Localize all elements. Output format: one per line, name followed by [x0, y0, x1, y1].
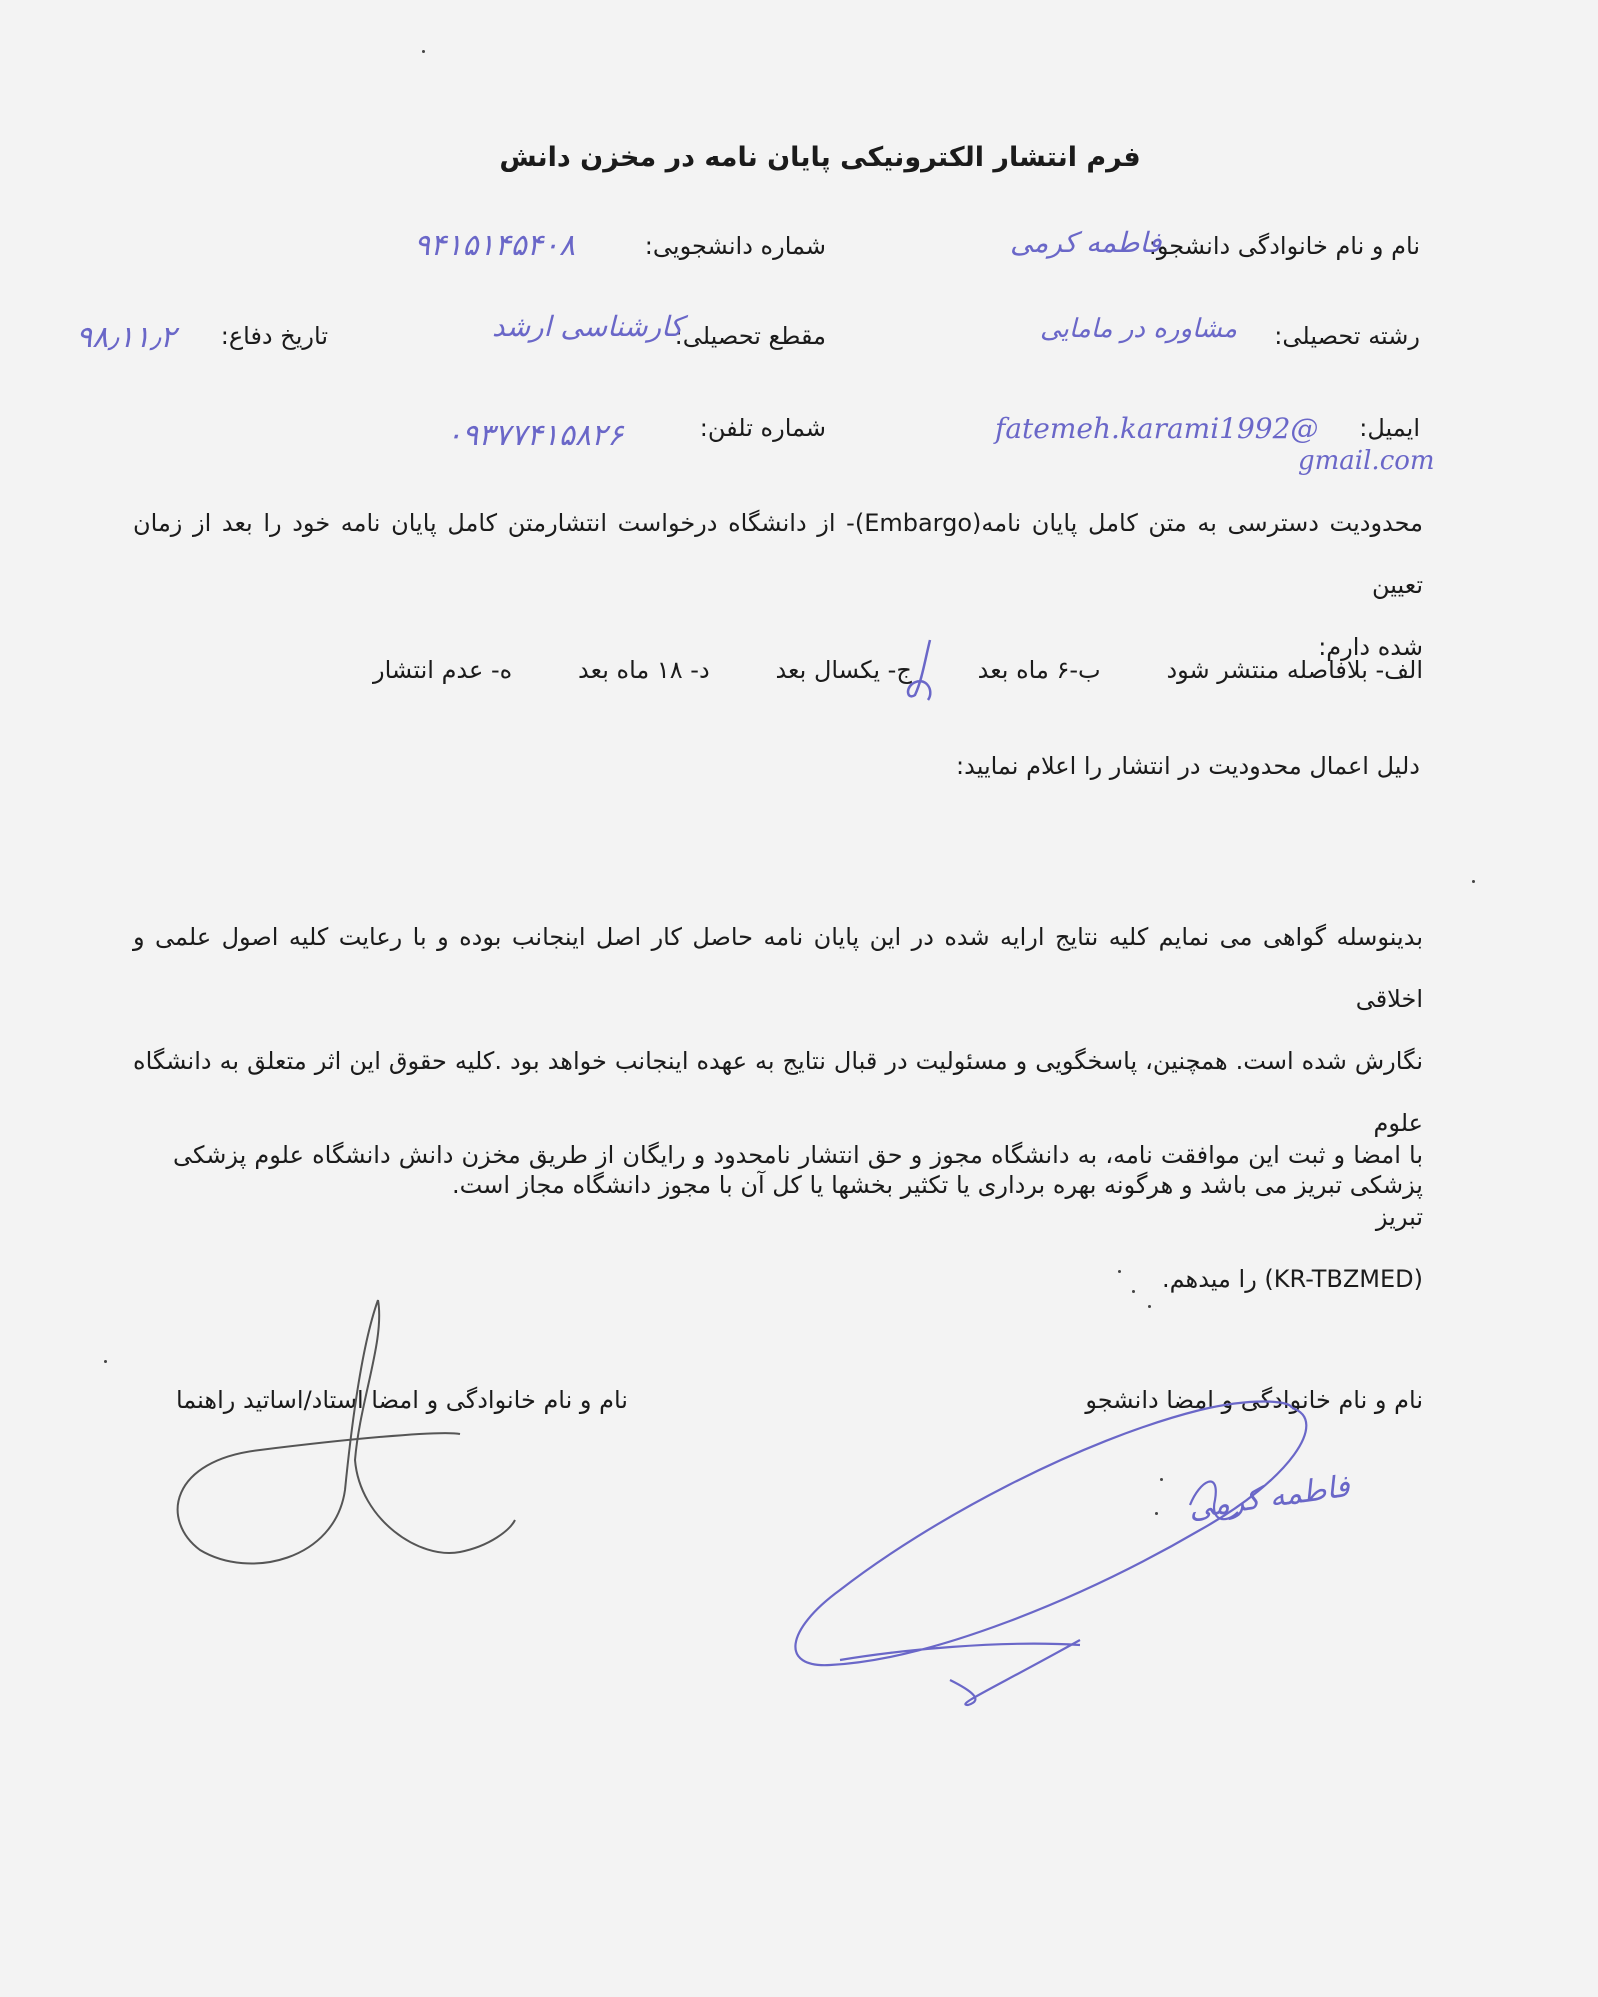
defense-date-label: تاریخ دفاع: — [220, 322, 328, 350]
scan-speck — [104, 1360, 107, 1363]
embargo-line-1: محدودیت دسترسی به متن کامل پایان نامه(Embargo)- از دانشگاه درخواست انتشارمتن کامل پایان نامه خود را بعد از زمان تعیین — [133, 509, 1423, 599]
student-name-handwritten: فاطمه کرمی — [1010, 226, 1162, 259]
student-signature-label: نام و نام خانوادگی و امضا دانشجو — [1085, 1386, 1423, 1414]
embargo-option-6-months[interactable]: ب-۶ ماه بعد — [977, 656, 1101, 684]
field-of-study-handwritten: مشاوره در مامایی — [1040, 314, 1238, 344]
embargo-option-immediate[interactable]: الف- بلافاصله منتشر شود — [1166, 656, 1423, 684]
declaration-line-1: بدینوسله گواهی می نمایم کلیه نتایج ارایه شده در این پایان نامه حاصل کار اصل اینجانب بوده و با رعایت کلیه اصول علمی و اخلاقی — [133, 923, 1423, 1013]
scan-speck — [1160, 1478, 1163, 1481]
email-handwritten-line1: fatemeh.karami1992@ — [995, 412, 1319, 445]
degree-label: مقطع تحصیلی: — [674, 322, 826, 350]
embargo-option-18-months[interactable]: د- ۱۸ ماه بعد — [578, 656, 710, 684]
degree-handwritten: کارشناسی ارشد — [492, 310, 683, 343]
embargo-option-no-publish[interactable]: ه- عدم انتشار — [373, 656, 513, 684]
restriction-reason-label: دلیل اعمال محدودیت در انتشار را اعلام نمایید: — [956, 752, 1420, 780]
declaration-line-2: نگارش شده است. همچنین، پاسخگویی و مسئولیت در قبال نتایج به عهده اینجانب خواهد بود .کلیه حقوق این اثر متعلق به دانشگاه علوم — [133, 1047, 1423, 1137]
student-name-label: نام و نام خانوادگی دانشجو: — [1148, 232, 1420, 260]
defense-date-handwritten: ۹۸٫۱۱٫۲ — [76, 320, 177, 355]
scan-speck — [422, 50, 425, 53]
consent-line-2: (KR-TBZMED) را میدهم. — [1161, 1265, 1423, 1293]
embargo-line-2: شده دارم: — [1318, 633, 1423, 661]
consent-paragraph — [173, 1124, 1423, 1310]
student-signature-name-handwritten: فاطمه کرمی — [1186, 1468, 1352, 1527]
email-label: ایمیل: — [1359, 414, 1420, 442]
phone-label: شماره تلفن: — [699, 414, 826, 442]
form-title: فرم انتشار الکترونیکی پایان نامه در مخزن دانش — [499, 142, 1141, 173]
student-id-label: شماره دانشجویی: — [644, 232, 826, 260]
advisor-signature-label: نام و نام خانوادگی و امضا استاد/اساتید راهنما — [175, 1386, 628, 1414]
scan-speck — [1148, 1305, 1151, 1308]
scan-speck — [1118, 1270, 1121, 1273]
phone-handwritten: ۰۹۳۷۷۴۱۵۸۲۶ — [446, 418, 624, 453]
email-handwritten-line2: gmail.com — [1298, 446, 1435, 476]
scan-speck — [1155, 1512, 1158, 1515]
advisor-signature — [178, 1300, 515, 1564]
embargo-paragraph — [133, 492, 1423, 678]
embargo-option-1-year[interactable]: ج- یکسال بعد — [775, 656, 912, 684]
consent-line-1: با امضا و ثبت این موافقت نامه، به دانشگاه مجوز و حق انتشار نامحدود و رایگان از طریق مخزن دانش دانشگاه علوم پزشکی تبریز — [173, 1141, 1423, 1231]
field-of-study-label: رشته تحصیلی: — [1274, 322, 1420, 350]
scan-speck — [1132, 1290, 1135, 1293]
declaration-line-3: پزشکی تبریز می باشد و هرگونه بهره برداری یا تکثیر بخشها یا کل آن با مجوز دانشگاه مجاز است. — [452, 1171, 1423, 1199]
scan-speck — [1472, 880, 1475, 883]
embargo-options — [373, 656, 1423, 684]
student-id-handwritten: ۹۴۱۵۱۴۵۴۰۸ — [414, 228, 576, 263]
student-signature — [795, 1402, 1306, 1706]
